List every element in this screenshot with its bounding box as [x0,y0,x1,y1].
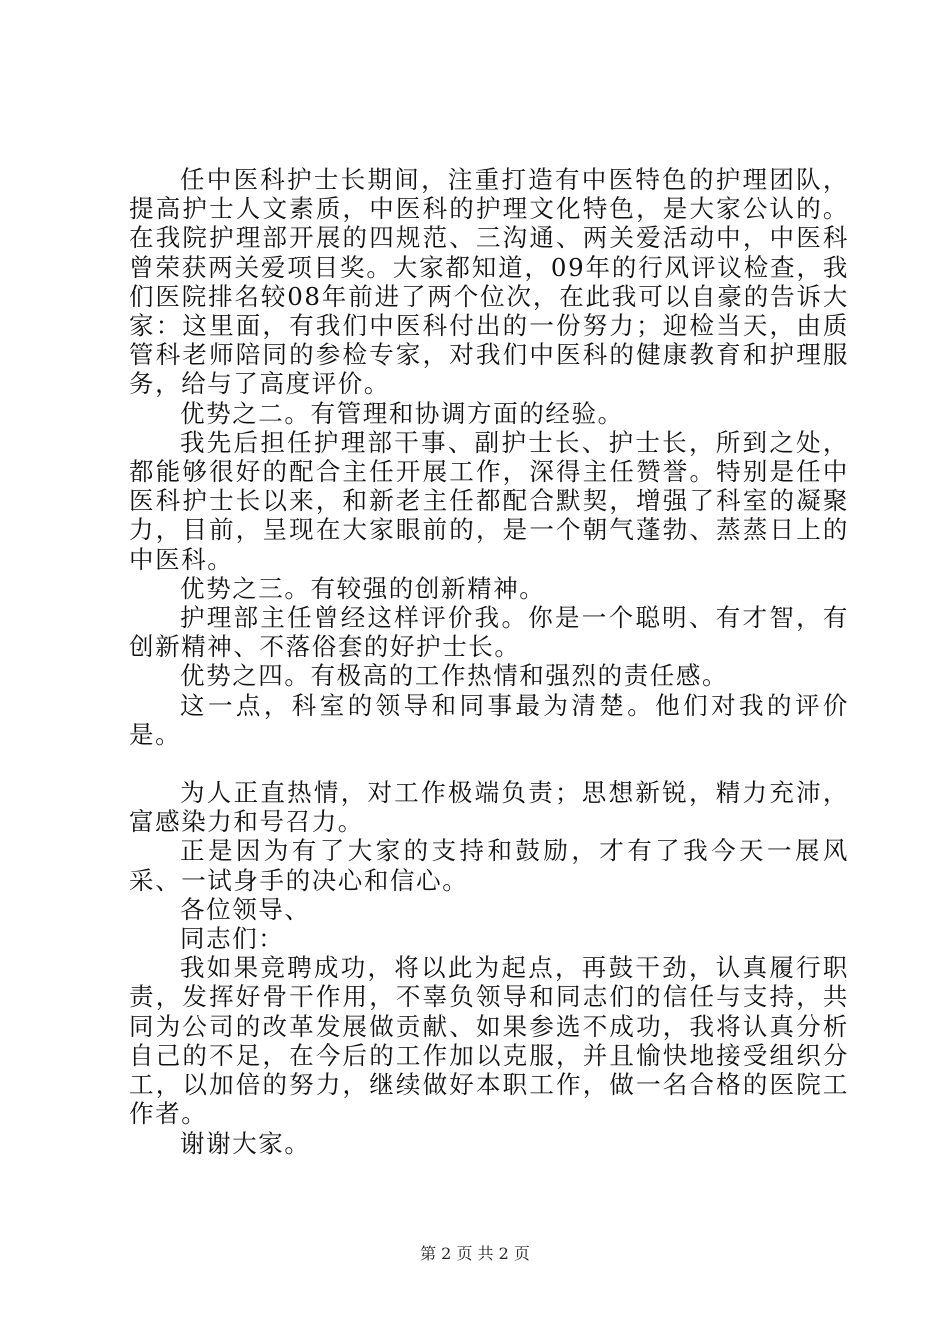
paragraph-management-experience: 我先后担任护理部干事、副护士长、护士长，所到之处，都能够很好的配合主任开展工作，深得主任赞誉。特别是任中医科护士长以来，和新老主任都配合默契，增强了科室的凝聚力，目前，呈现在大家眼前的，是一个朝气蓬勃、蒸蒸日上的中医科。 [129,427,849,574]
paragraph-commitment: 我如果竞聘成功，将以此为起点，再鼓干劲，认真履行职责，发挥好骨干作用，不辜负领导和同志们的信任与支持，共同为公司的改革发展做贡献、如果参选不成功，我将认真分析自己的不足，在今后的工作加以克服，并且愉快地接受组织分工，以加倍的努力，继续做好本职工作，做一名合格的医院工作者。 [129,953,849,1129]
paragraph-colleague-evaluation: 这一点，科室的领导和同事最为清楚。他们对我的评价是。 [129,690,849,749]
document-body [129,165,849,1158]
heading-advantage-two: 优势之二。有管理和协调方面的经验。 [180,398,624,428]
paragraph-innovation: 护理部主任曾经这样评价我。你是一个聪明、有才智，有创新精神、不落俗套的好护士长。 [129,603,849,662]
salutation-comrades: 同志们： [180,924,285,954]
paragraph-evaluation-content: 为人正直热情，对工作极端负责；思想新锐，精力充沛，富感染力和号召力。 [129,778,849,837]
closing-thanks: 谢谢大家。 [180,1128,311,1158]
paragraph-tcm-nursing-team: 任中医科护士长期间，注重打造有中医特色的护理团队，提高护士人文素质，中医科的护理文化特色，是大家公认的。在我院护理部开展的四规范、三沟通、两关爱活动中，中医科曾荣获两关爱项目奖。大家都知道，09年的行风评议检查，我们医院排名较08年前进了两个位次，在此我可以自豪的告诉大家：这里面，有我们中医科付出的一份努力；迎检当天，由质管科老师陪同的参检专家，对我们中医科的健康教育和护理服务，给与了高度评价。 [129,165,849,399]
heading-advantage-four: 优势之四。有极高的工作热情和强烈的责任感。 [180,661,729,691]
heading-advantage-three: 优势之三。有较强的创新精神。 [180,573,546,603]
page-number-footer: 第 2 页 共 2 页 [420,1244,530,1263]
paragraph-support-confidence: 正是因为有了大家的支持和鼓励，才有了我今天一展风采、一试身手的决心和信心。 [129,836,849,895]
salutation-leaders: 各位领导、 [180,894,311,924]
